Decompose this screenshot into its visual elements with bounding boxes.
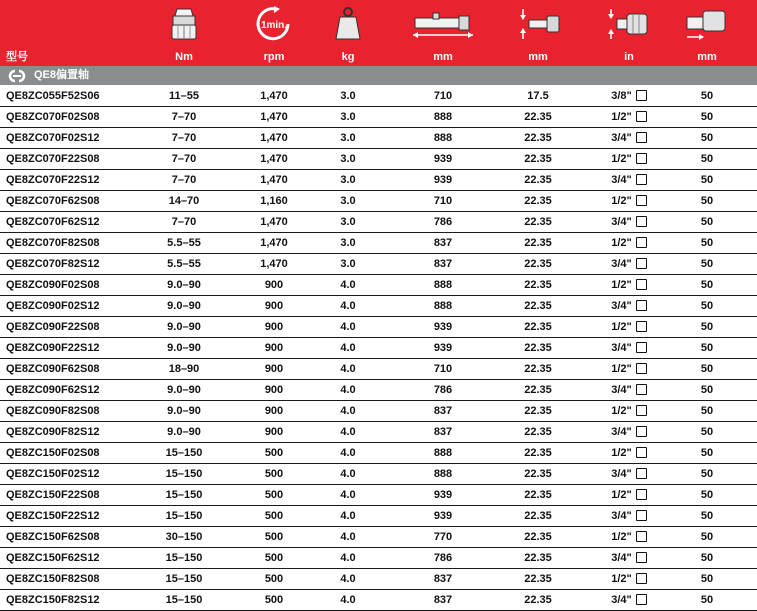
speed-cell: 1,470 [260,174,288,186]
square-drive-icon [636,531,647,542]
offset-cell: 22.35 [524,531,552,543]
table-row [0,233,757,254]
model-cell: QE8ZC070F02S08 [6,111,100,123]
model-cell: QE8ZC150F82S08 [6,573,100,585]
model-cell: QE8ZC090F62S12 [6,384,100,396]
speed-cell: 900 [264,405,284,417]
drive-size-text: 3/4" [611,174,632,186]
offset-cell: 22.35 [524,258,552,270]
square-drive-icon [636,384,647,395]
table-row [0,422,757,443]
drive-cell [592,275,666,295]
model-cell: QE8ZC070F22S08 [6,153,100,165]
drive-size-text: 1/2" [611,489,632,501]
table-row [0,548,757,569]
speed-cell: 1,470 [260,237,288,249]
length-cell: 837 [433,405,453,417]
model-cell: QE8ZC090F82S12 [6,426,100,438]
model-cell: QE8ZC070F82S12 [6,258,100,270]
width-cell: 50 [700,573,714,585]
speed-cell: 900 [264,384,284,396]
torque-cell: 9.0–90 [167,279,201,291]
offset-cell: 22.35 [524,510,552,522]
table-row [0,254,757,275]
speed-cell: 500 [264,489,284,501]
model-cell: QE8ZC150F22S12 [6,510,100,522]
length-cell: 786 [433,552,453,564]
width-cell: 50 [700,279,714,291]
weight-cell: 4.0 [340,594,356,606]
square-drive-icon [636,552,647,563]
speed-cell: 900 [264,300,284,312]
table-row [0,128,757,149]
torque-cell: 9.0–90 [167,426,201,438]
icon-header-row [0,0,757,48]
model-cell: QE8ZC090F02S12 [6,300,100,312]
weight-cell: 4.0 [340,426,356,438]
weight-unit-label: kg [341,51,355,63]
width-cell: 50 [700,300,714,312]
length-cell: 939 [433,510,453,522]
table-row [0,569,757,590]
table-row [0,191,757,212]
length-cell: 939 [433,321,453,333]
drive-size-text: 3/4" [611,426,632,438]
weight-cell: 4.0 [340,447,356,459]
offset-cell: 22.35 [524,405,552,417]
weight-cell: 3.0 [340,174,356,186]
length-cell: 770 [433,531,453,543]
drive-cell [592,569,666,589]
offset-cell: 22.35 [524,132,552,144]
unit-header-row [0,48,757,66]
torque-unit-label: Nm [175,51,193,63]
width-cell: 50 [700,594,714,606]
width-cell: 50 [700,216,714,228]
speed-cell: 500 [264,510,284,522]
offset-cell: 22.35 [524,216,552,228]
length-cell: 888 [433,111,453,123]
drive-size-text: 1/2" [611,111,632,123]
torque-cell: 5.5–55 [167,258,201,270]
width-cell: 50 [700,363,714,375]
length-cell: 837 [433,237,453,249]
drive-cell [592,401,666,421]
speed-cell: 900 [264,342,284,354]
width-cell: 50 [700,153,714,165]
weight-cell: 4.0 [340,468,356,480]
drive-cell [592,506,666,526]
torque-cell: 9.0–90 [167,300,201,312]
torque-cell: 15–150 [165,594,203,606]
model-cell: QE8ZC090F62S08 [6,363,100,375]
table-row [0,317,757,338]
speed-cell: 1,470 [260,153,288,165]
speed-cell: 1,470 [260,111,288,123]
table-row [0,338,757,359]
model-cell: QE8ZC150F62S08 [6,531,100,543]
table-row [0,359,757,380]
weight-cell: 3.0 [340,258,356,270]
drive-size-text: 1/2" [611,237,632,249]
square-drive-icon [636,237,647,248]
drive-cell [592,590,666,610]
drive-cell [592,128,666,148]
drive-cell [592,107,666,127]
square-drive-icon [636,195,647,206]
width-cell: 50 [700,552,714,564]
weight-cell: 3.0 [340,132,356,144]
speed-cell: 900 [264,321,284,333]
table-row [0,107,757,128]
model-cell: QE8ZC150F62S12 [6,552,100,564]
weight-cell: 4.0 [340,300,356,312]
width-cell: 50 [700,111,714,123]
weight-cell: 3.0 [340,216,356,228]
speed-cell: 500 [264,573,284,585]
square-drive-icon [636,489,647,500]
drive-cell [592,422,666,442]
width-unit-label: mm [697,51,717,63]
torque-cell: 15–150 [165,447,203,459]
drive-cell [592,254,666,274]
drive-size-text: 1/2" [611,153,632,165]
model-cell: QE8ZC070F62S12 [6,216,100,228]
table-row [0,212,757,233]
torque-cell: 9.0–90 [167,384,201,396]
square-drive-icon [636,594,647,605]
speed-cell: 500 [264,468,284,480]
offset-unit-label: mm [528,51,548,63]
table-row [0,590,757,611]
drive-size-text: 3/4" [611,594,632,606]
offset-cell: 22.35 [524,300,552,312]
weight-cell: 3.0 [340,195,356,207]
square-drive-icon [636,90,647,101]
drive-cell [592,338,666,358]
speed-cell: 1,160 [260,195,288,207]
rpm-dial-icon [242,0,306,48]
length-cell: 888 [433,447,453,459]
table-row [0,86,757,107]
torque-cell: 7–70 [171,216,197,228]
width-cell: 50 [700,258,714,270]
drive-size-text: 1/2" [611,573,632,585]
length-cell: 837 [433,594,453,606]
weight-cell: 4.0 [340,510,356,522]
drive-size-text: 1/2" [611,195,632,207]
length-cell: 888 [433,468,453,480]
length-unit-label: mm [433,51,453,63]
model-cell: QE8ZC150F82S12 [6,594,100,606]
torque-cell: 11–55 [169,90,199,102]
offset-cell: 22.35 [524,279,552,291]
torque-cell: 15–150 [165,510,203,522]
speed-cell: 500 [264,594,284,606]
drive-size-text: 3/4" [611,258,632,270]
torque-cell: 5.5–55 [167,237,201,249]
table-row [0,296,757,317]
rpm-icon-text: 1min. [260,20,288,31]
length-icon [407,0,479,48]
drive-cell [592,443,666,463]
speed-cell: 900 [264,363,284,375]
table-row [0,443,757,464]
table-row [0,380,757,401]
weight-cell: 4.0 [340,363,356,375]
offset-cell: 17.5 [527,90,549,102]
drive-size-text: 1/2" [611,531,632,543]
length-cell: 710 [433,90,453,102]
length-cell: 710 [433,363,453,375]
torque-cell: 7–70 [171,174,197,186]
drive-cell [592,527,666,547]
offset-cell: 22.35 [524,111,552,123]
offset-cell: 22.35 [524,342,552,354]
length-cell: 786 [433,216,453,228]
weight-cell: 4.0 [340,279,356,291]
length-cell: 837 [433,573,453,585]
drive-size-text: 1/2" [611,279,632,291]
weight-icon [316,0,380,48]
width-icon [675,0,739,48]
offset-cell: 22.35 [524,237,552,249]
drive-cell [592,191,666,211]
model-cell: QE8ZC150F02S08 [6,447,100,459]
offset-cell: 22.35 [524,573,552,585]
model-cell: QE8ZC070F82S08 [6,237,100,249]
width-cell: 50 [700,174,714,186]
drive-cell [592,233,666,253]
model-cell: QE8ZC150F02S12 [6,468,100,480]
weight-cell: 4.0 [340,321,356,333]
torque-cell: 15–150 [165,468,203,480]
nut-torque-icon [152,0,216,48]
torque-cell: 9.0–90 [167,342,201,354]
speed-cell: 500 [264,447,284,459]
torque-cell: 15–150 [165,552,203,564]
length-cell: 888 [433,300,453,312]
drive-cell [592,170,666,190]
torque-cell: 7–70 [171,153,197,165]
drive-size-text: 3/4" [611,132,632,144]
width-cell: 50 [700,510,714,522]
speed-cell: 500 [264,552,284,564]
drive-cell [592,485,666,505]
speed-cell: 900 [264,279,284,291]
width-cell: 50 [700,90,714,102]
length-cell: 786 [433,384,453,396]
offset-cell: 22.35 [524,363,552,375]
square-drive-icon [636,447,647,458]
width-cell: 50 [700,342,714,354]
drive-size-text: 3/4" [611,384,632,396]
offset-cell: 22.35 [524,321,552,333]
width-cell: 50 [700,195,714,207]
weight-cell: 4.0 [340,342,356,354]
length-cell: 939 [433,174,453,186]
square-drive-icon [592,0,666,48]
drive-size-text: 3/4" [611,552,632,564]
weight-cell: 4.0 [340,573,356,585]
table-row [0,464,757,485]
torque-cell: 9.0–90 [167,321,201,333]
square-drive-icon [636,405,647,416]
drive-size-text: 3/4" [611,468,632,480]
table-row [0,485,757,506]
offset-shaft-icon [6,69,28,83]
table-row [0,506,757,527]
offset-cell: 22.35 [524,195,552,207]
length-cell: 837 [433,426,453,438]
square-drive-icon [636,279,647,290]
square-drive-icon [636,510,647,521]
model-cell: QE8ZC090F22S12 [6,342,100,354]
model-cell: QE8ZC070F62S08 [6,195,100,207]
torque-cell: 15–150 [165,573,203,585]
length-cell: 837 [433,258,453,270]
square-drive-icon [636,216,647,227]
weight-cell: 3.0 [340,111,356,123]
square-drive-icon [636,132,647,143]
drive-cell [592,548,666,568]
torque-cell: 15–150 [165,489,203,501]
model-cell: QE8ZC055F52S06 [6,90,100,102]
offset-cell: 22.35 [524,153,552,165]
weight-cell: 3.0 [340,237,356,249]
drive-cell [592,359,666,379]
model-cell: QE8ZC070F22S12 [6,174,100,186]
torque-cell: 18–90 [168,363,200,375]
length-cell: 888 [433,279,453,291]
table-row [0,401,757,422]
length-cell: 939 [433,342,453,354]
square-drive-icon [636,174,647,185]
width-cell: 50 [700,321,714,333]
square-drive-icon [636,573,647,584]
model-cell: QE8ZC090F22S08 [6,321,100,333]
square-drive-icon [636,363,647,374]
table-row [0,170,757,191]
offset-cell: 22.35 [524,447,552,459]
drive-cell [592,86,666,106]
square-drive-icon [636,153,647,164]
length-cell: 710 [433,195,453,207]
width-cell: 50 [700,447,714,459]
drive-size-text: 1/2" [611,321,632,333]
speed-cell: 1,470 [260,90,288,102]
table-row [0,275,757,296]
square-drive-icon [636,300,647,311]
length-cell: 939 [433,153,453,165]
square-drive-icon [636,111,647,122]
drive-size-text: 1/2" [611,363,632,375]
torque-cell: 7–70 [171,132,197,144]
drive-size-text: 1/2" [611,405,632,417]
torque-cell: 30–150 [165,531,203,543]
drive-size-text: 1/2" [611,447,632,459]
weight-cell: 4.0 [340,552,356,564]
square-drive-icon [636,342,647,353]
speed-cell: 900 [264,426,284,438]
model-cell: QE8ZC090F02S08 [6,279,100,291]
width-cell: 50 [700,426,714,438]
drive-unit-label: in [624,51,634,63]
offset-cell: 22.35 [524,552,552,564]
drive-cell [592,317,666,337]
weight-cell: 4.0 [340,489,356,501]
torque-cell: 14–70 [168,195,200,207]
square-drive-icon [636,426,647,437]
speed-cell: 1,470 [260,216,288,228]
table-row [0,527,757,548]
model-cell: QE8ZC070F02S12 [6,132,100,144]
square-drive-icon [636,258,647,269]
data-rows [0,86,757,611]
drive-cell [592,212,666,232]
table-row [0,149,757,170]
offset-cell: 22.35 [524,468,552,480]
offset-cell: 22.35 [524,489,552,501]
weight-cell: 3.0 [340,153,356,165]
length-cell: 939 [433,489,453,501]
drive-size-text: 3/4" [611,342,632,354]
torque-cell: 9.0–90 [167,405,201,417]
model-cell: QE8ZC090F82S08 [6,405,100,417]
width-cell: 50 [700,132,714,144]
weight-cell: 4.0 [340,405,356,417]
offset-cell: 22.35 [524,174,552,186]
speed-cell: 1,470 [260,258,288,270]
torque-cell: 7–70 [171,111,197,123]
width-cell: 50 [700,489,714,501]
weight-cell: 4.0 [340,384,356,396]
drive-cell [592,380,666,400]
offset-cell: 22.35 [524,426,552,438]
drive-cell [592,296,666,316]
drive-cell [592,149,666,169]
speed-unit-label: rpm [263,51,285,63]
speed-cell: 500 [264,531,284,543]
drive-size-text: 3/4" [611,300,632,312]
width-cell: 50 [700,405,714,417]
width-cell: 50 [700,384,714,396]
drive-size-text: 3/4" [611,216,632,228]
offset-cell: 22.35 [524,594,552,606]
section-header [0,66,757,85]
speed-cell: 1,470 [260,132,288,144]
model-cell: QE8ZC150F22S08 [6,489,100,501]
offset-cell: 22.35 [524,384,552,396]
width-cell: 50 [700,468,714,480]
length-cell: 888 [433,132,453,144]
drive-size-text: 3/4" [611,510,632,522]
drive-size-text: 3/8" [611,90,632,102]
width-cell: 50 [700,531,714,543]
square-drive-icon [636,468,647,479]
weight-cell: 4.0 [340,531,356,543]
drive-cell [592,464,666,484]
model-unit-label: 型号 [6,51,28,63]
weight-cell: 3.0 [340,90,356,102]
section-title: QE8偏置轴 [34,69,90,81]
square-drive-icon [636,321,647,332]
width-cell: 50 [700,237,714,249]
offset-height-icon [502,0,574,48]
